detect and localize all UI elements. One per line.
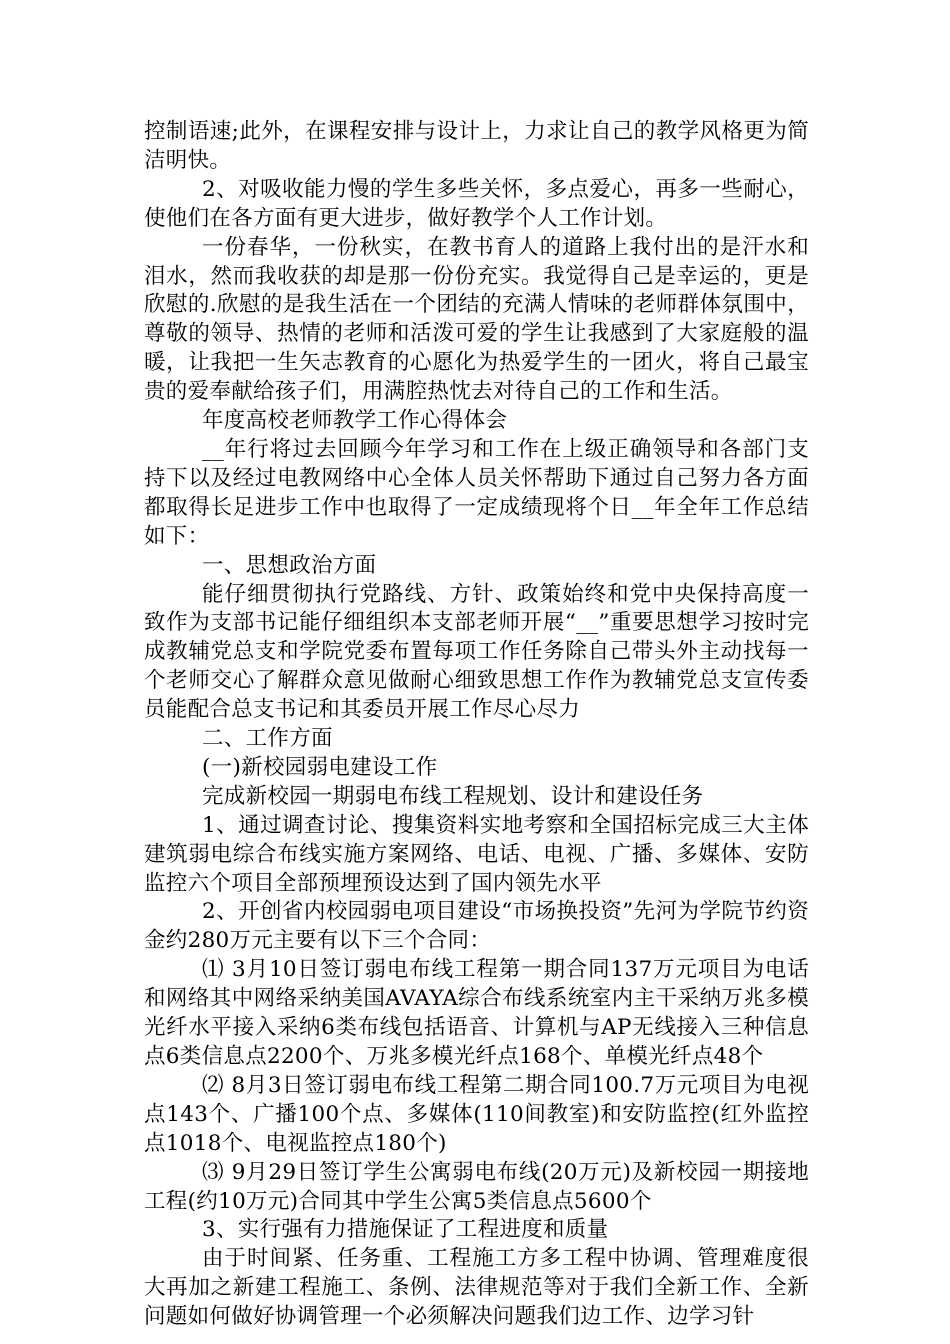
paragraph: 能仔细贯彻执行党路线、方针、政策始终和党中央保持高度一致作为支部书记能仔细组织本支部老师开展“__”重要思想学习按时完成教辅党总支和学院党委布置每项工作任务除自己带头外主动找每一个老师交心了解群众意见做耐心细致思想工作作为教辅党总支宣传委员能配合总支书记和其委员开展工作尽心尽力: [144, 581, 809, 723]
paragraph: __年行将过去回顾今年学习和工作在上级正确领导和各部门支持下以及经过电教网络中心全体人员关怀帮助下通过自己努力各方面都取得长足进步工作中也取得了一定成绩现将个日__年全年工作总结如下：: [144, 436, 809, 549]
section-heading: 二、工作方面: [202, 726, 333, 752]
list-item: ⑴ 3月10日签订弱电布线工程第一期合同137万元项目为电话和网络其中网络采纳美国AVAYA综合布线系统室内主干采纳万兆多模光纤水平接入采纳6类布线包括语音、计算机与AP无线接入三种信息点6类信息点2200个、万兆多模光纤点168个、单模光纤点48个: [144, 957, 809, 1069]
paragraph: 控制语速;此外，在课程安排与设计上，力求让自己的教学风格更为简洁明快。: [144, 119, 809, 173]
list-item: 1、通过调查讨论、搜集资料实地考察和全国招标完成三大主体建筑弱电综合布线实施方案网络、电话、电视、广播、多媒体、安防监控六个项目全部预埋预设达到了国内领先水平: [144, 812, 809, 896]
paragraph: 2、对吸收能力慢的学生多些关怀，多点爱心，再多一些耐心，使他们在各方面有更大进步，做好教学个人工作计划。: [144, 176, 809, 231]
paragraph: 完成新校园一期弱电布线工程规划、设计和建设任务: [202, 783, 704, 809]
section-title: 年度高校老师教学工作心得体会: [202, 408, 508, 434]
list-item: 2、开创省内校园弱电项目建设“市场换投资”先河为学院节约资金约280万元主要有以下三个合同：: [144, 899, 809, 954]
list-item: ⑶ 9月29日签订学生公寓弱电布线(20万元)及新校园一期接地工程(约10万元)合同其中学生公寓5类信息点5600个: [144, 1159, 809, 1214]
subsection-heading: (一)新校园弱电建设工作: [202, 754, 438, 780]
list-item: 3、实行强有力措施保证了工程进度和质量: [202, 1217, 609, 1243]
paragraph: 由于时间紧、任务重、工程施工方多工程中协调、管理难度很大再加之新建工程施工、条例、法律规范等对于我们全新工作、全新问题如何做好协调管理一个必须解决问题我们边工作、边学习针: [144, 1246, 809, 1330]
paragraph: 一份春华，一份秋实，在教书育人的道路上我付出的是汗水和泪水，然而我收获的却是那一份份充实。我觉得自己是幸运的，更是欣慰的.欣慰的是我生活在一个团结的充满人情味的老师群体氛围中，尊敬的领导、热情的老师和活泼可爱的学生让我感到了大家庭般的温暖，让我把一生矢志教育的心愿化为热爱学生的一团火，将自己最宝贵的爱奉献给孩子们，用满腔热忱去对待自己的工作和生活。: [144, 234, 809, 405]
section-heading: 一、思想政治方面: [202, 552, 377, 578]
list-item: ⑵ 8月3日签订弱电布线工程第二期合同100.7万元项目为电视点143个、广播100个点、多媒体(110间教室)和安防监控(红外监控点1018个、电视监控点180个): [144, 1072, 809, 1156]
document-page: [144, 118, 809, 1332]
